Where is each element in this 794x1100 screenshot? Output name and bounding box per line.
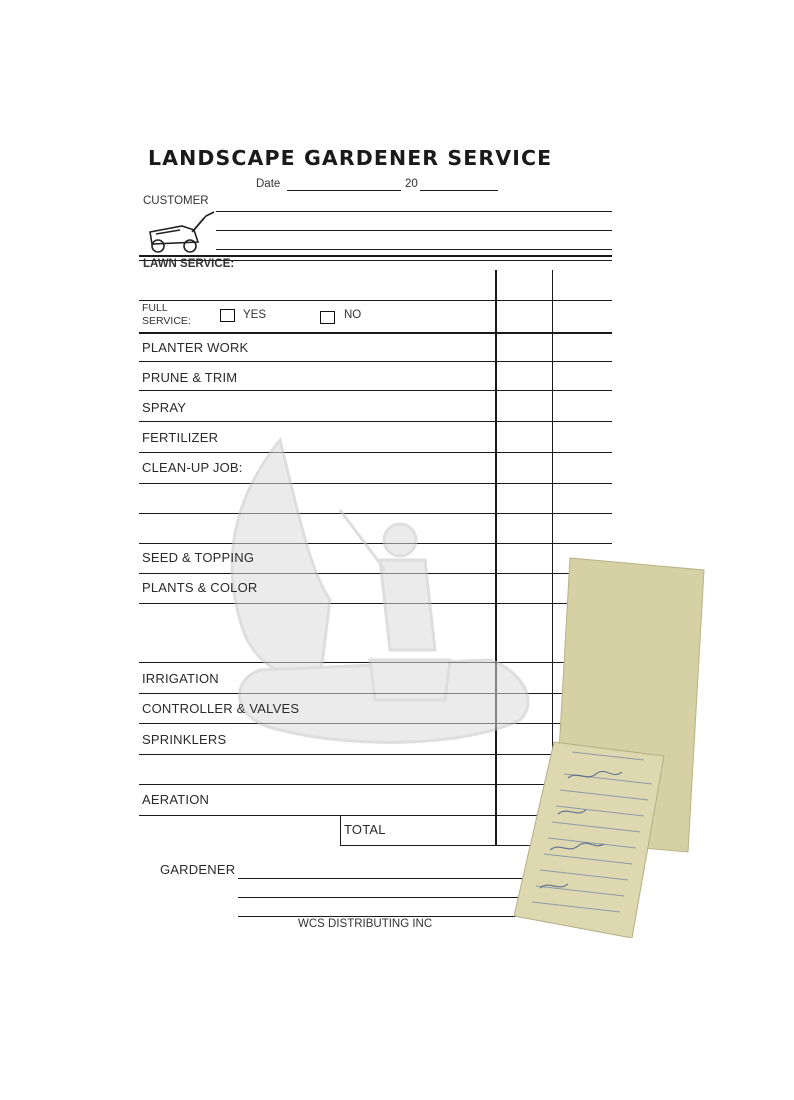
lawn-mower-icon	[142, 210, 216, 256]
lawn-service-rule-top	[139, 255, 612, 257]
gardener-line-2[interactable]	[238, 897, 538, 898]
row-label-sprinklers: SPRINKLERS	[142, 732, 227, 747]
row-label-irrigation: IRRIGATION	[142, 671, 219, 686]
customer-line-3[interactable]	[216, 249, 612, 250]
lawn-service-label: LAWN SERVICE:	[143, 258, 235, 268]
row-label-plants-color: PLANTS & COLOR	[142, 580, 258, 595]
row-line	[139, 421, 612, 422]
yes-label: YES	[243, 309, 267, 321]
form-book-photo	[514, 552, 708, 938]
row-line	[139, 390, 612, 391]
full-service-label-line1: FULL	[142, 302, 168, 314]
full-service-label-line2: SERVICE:	[142, 315, 191, 327]
row-line	[139, 332, 612, 334]
date-field[interactable]	[287, 190, 401, 191]
row-label-fertilizer: FERTILIZER	[142, 430, 219, 445]
no-label: NO	[344, 309, 362, 321]
customer-line-2[interactable]	[216, 230, 612, 231]
row-label-prune-trim: PRUNE & TRIM	[142, 370, 238, 385]
gardener-line-3[interactable]	[238, 916, 538, 917]
date-label: Date	[256, 178, 281, 190]
row-label-controller-valves: CONTROLLER & VALVES	[142, 701, 300, 716]
row-label-clean-up-job: CLEAN-UP JOB:	[142, 460, 243, 475]
row-line	[139, 361, 612, 362]
customer-line-1[interactable]	[216, 211, 612, 212]
total-label: TOTAL	[344, 822, 386, 837]
row-label-seed-topping: SEED & TOPPING	[142, 550, 255, 565]
total-left-line	[340, 815, 341, 845]
gardener-label: GARDENER	[160, 862, 236, 877]
gardener-line-1[interactable]	[238, 878, 538, 879]
row-label-planter-work: PLANTER WORK	[142, 340, 249, 355]
footer-text: WCS DISTRIBUTING INC	[298, 918, 433, 930]
year-prefix: 20	[405, 178, 418, 190]
row-label-spray: SPRAY	[142, 400, 187, 415]
customer-label: CUSTOMER	[143, 195, 209, 207]
form-title: LANDSCAPE GARDENER SERVICE	[148, 146, 553, 170]
no-checkbox[interactable]	[320, 311, 335, 324]
yes-checkbox[interactable]	[220, 309, 235, 322]
year-field[interactable]	[420, 190, 498, 191]
row-line	[139, 300, 612, 301]
full-service-label	[142, 302, 191, 328]
row-label-aeration: AERATION	[142, 792, 210, 807]
